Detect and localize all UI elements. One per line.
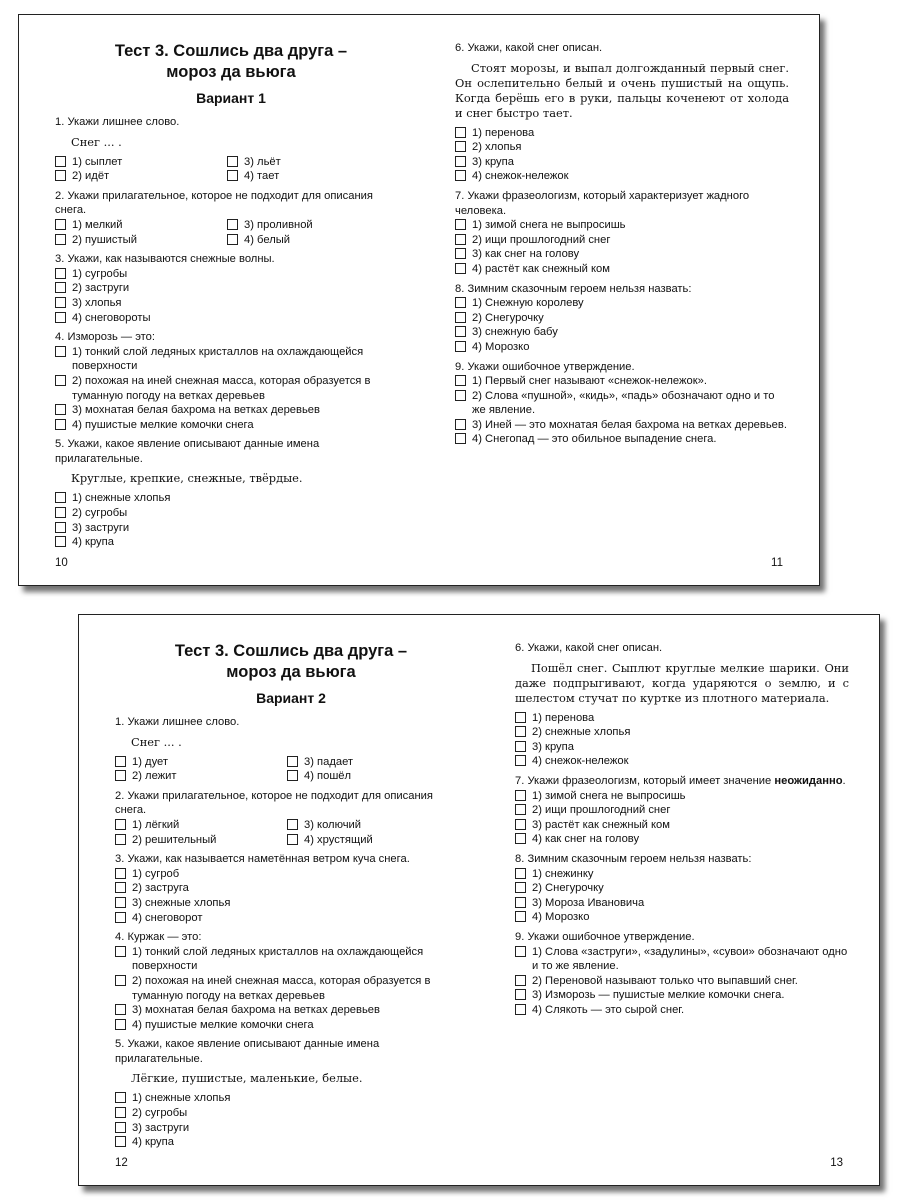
answer-option-label: 3) мохнатая белая бахрома на ветках деревьев [72,404,320,417]
test-title [115,641,467,683]
answer-checkbox[interactable] [55,419,66,430]
right-page [455,41,789,452]
answer-option-label: 1) снежинку [532,867,594,880]
answer-option[interactable] [515,832,849,847]
question-text: 5. Укажи, какое явление описывают данные имена прилагательные. [115,1038,380,1065]
answer-checkbox[interactable] [515,989,526,1000]
answer-checkbox[interactable] [455,263,466,274]
question-9 [515,930,849,1018]
answer-checkbox[interactable] [55,297,66,308]
answer-option[interactable] [55,218,223,233]
answer-options [515,945,849,1018]
answer-option[interactable] [55,491,407,506]
answer-checkbox[interactable] [115,819,126,830]
answer-option[interactable] [515,754,849,769]
answer-checkbox[interactable] [287,756,298,767]
question-8 [515,852,849,925]
question-3 [55,252,407,325]
title-line-1: Тест 3. Сошлись два друга – [114,42,348,60]
answer-options [55,345,407,433]
answer-option[interactable] [115,945,467,974]
answer-option-label: 2) ищи прошлогодний снег [532,804,671,817]
answer-option[interactable] [515,1003,849,1018]
answer-option-label: 4) растёт как снежный ком [472,262,610,275]
answer-options [455,374,789,447]
answer-option-label: 4) пушистые мелкие комочки снега [132,1018,314,1031]
answer-option-label: 3) мохнатая белая бахрома на ветках деревьев [132,1004,380,1017]
answer-options [55,491,407,549]
answer-option-label: 4) как снег на голову [532,833,640,846]
right-page [515,641,849,1022]
answer-checkbox[interactable] [515,975,526,986]
answer-options [55,267,407,325]
answer-checkbox[interactable] [455,341,466,352]
answer-option-label: 4) Морозко [472,340,530,353]
question-text: 8. Зимним сказочным героем нельзя назвать: [455,282,692,295]
answer-option[interactable] [115,881,467,896]
page-number-left: 10 [55,557,68,569]
answer-option-label: 1) мелкий [72,218,123,231]
question-7 [515,774,849,847]
answer-option[interactable] [515,974,849,989]
answer-option[interactable] [55,296,407,311]
answer-option[interactable] [515,867,849,882]
answer-option-label: 1) зимой снега не выпросишь [532,789,686,802]
answer-option[interactable] [455,140,789,155]
question-text: 4. Изморозь — это: [55,331,155,344]
answer-option-label: 3) снежную бабу [472,326,558,339]
answer-option[interactable] [515,945,849,974]
answer-option-label: 4) Слякоть — это сырой снег. [532,1003,685,1016]
answer-option[interactable] [55,535,407,550]
question-4 [115,930,467,1032]
answer-checkbox[interactable] [115,756,126,767]
title-line-1: Тест 3. Сошлись два друга – [174,642,408,660]
question-quote: Лёгкие, пушистые, маленькие, белые. [131,1071,363,1086]
answer-option[interactable] [515,789,849,804]
answer-option-label: 3) крупа [472,155,514,168]
answer-option[interactable] [455,155,789,170]
answer-option[interactable] [115,1003,467,1018]
answer-option-label: 3) заструги [72,521,130,534]
answer-option-label: 1) зимой снега не выпросишь [472,219,626,232]
answer-checkbox[interactable] [515,868,526,879]
question-text: 3. Укажи, как называются снежные волны. [55,253,275,266]
answer-option[interactable] [55,403,407,418]
answer-option[interactable] [115,1091,467,1106]
answer-option[interactable] [115,1121,467,1136]
question-text: 2. Укажи прилагательное, которое не подходит для описания снега. [115,789,433,817]
answer-checkbox[interactable] [55,170,66,181]
question-text: 5. Укажи, какое явление описывают данные имена прилагательные. [55,438,320,465]
question-1 [55,115,407,184]
answer-checkbox[interactable] [115,834,126,845]
answer-checkbox[interactable] [515,1004,526,1015]
answer-checkbox[interactable] [455,170,466,181]
question-text: 1. Укажи лишнее слово. [55,116,180,128]
answer-option-label: 3) растёт как снежный ком [532,818,670,831]
answer-checkbox[interactable] [115,897,126,908]
answer-option[interactable] [287,769,455,784]
answer-option[interactable] [227,169,395,184]
answer-option[interactable] [287,755,455,770]
answer-option[interactable] [115,974,467,1003]
answer-option-label: 1) Первый снег называют «снежок-нележок». [472,375,707,388]
answer-option[interactable] [515,818,849,833]
answer-options [515,867,849,925]
answer-checkbox[interactable] [455,312,466,323]
answer-option[interactable] [455,340,789,355]
answer-checkbox[interactable] [55,234,66,245]
answer-checkbox[interactable] [55,268,66,279]
answer-checkbox[interactable] [515,804,526,815]
answer-option[interactable] [455,418,789,433]
answer-options [115,818,467,847]
question-9 [455,360,789,448]
answer-option-label: 3) хлопья [72,296,122,309]
page-number-left: 12 [115,1157,128,1169]
answer-option-label: 2) заструги [72,282,130,295]
answer-options [115,755,467,784]
answer-option-label: 4) крупа [72,536,114,549]
answer-option-label: 3) заструги [132,1121,190,1134]
answer-option-label: 3) Иней — это мохнатая белая бахрома на ветках деревьев. [472,418,787,431]
answer-option[interactable] [115,867,467,882]
answer-option-label: 1) перенова [472,126,535,139]
answer-checkbox[interactable] [115,1092,126,1103]
answer-option[interactable] [55,169,223,184]
answer-option-label: 2) Снегурочку [472,311,544,324]
answer-option[interactable] [515,988,849,1003]
answer-options [515,711,849,769]
answer-checkbox[interactable] [115,868,126,879]
answer-option-label: 2) сугробы [72,507,128,520]
answer-option-label: 4) белый [244,233,291,246]
answer-option-label: 2) пушистый [72,233,137,246]
answer-option[interactable] [115,1106,467,1121]
answer-option[interactable] [115,1135,467,1150]
answer-checkbox[interactable] [515,712,526,723]
answer-option-label: 1) снежные хлопья [72,492,171,505]
answer-option-label: 3) крупа [532,740,574,753]
answer-option-label: 3) колючий [304,818,362,831]
answer-option[interactable] [515,910,849,925]
answer-checkbox[interactable] [227,234,238,245]
question-text: 1. Укажи лишнее слово. [115,716,240,728]
question-quote: Стоят морозы, и выпал долгожданный первый снег. Он ослепительно белый и очень пушистый на ощупь. Когда берёшь его в руки, пальцы коченеют от холода и снег быстро тает. [455,60,789,120]
answer-option[interactable] [115,896,467,911]
answer-option-label: 4) Морозко [532,911,590,924]
question-text: 6. Укажи, какой снег описан. [515,642,663,654]
answer-option-label: 1) сыплет [72,155,123,168]
answer-option-label: 4) тает [244,170,280,183]
answer-checkbox[interactable] [455,248,466,259]
answer-option-label: 4) снежок-нележок [532,755,629,768]
answer-checkbox[interactable] [115,1019,126,1030]
question-text: 3. Укажи, как называется наметённая ветром куча снега. [115,853,410,866]
answer-option-label: 1) Снежную королеву [472,297,584,310]
answer-option[interactable] [115,1018,467,1033]
answer-option[interactable] [455,218,789,233]
answer-option[interactable] [55,418,407,433]
answer-option-label: 1) сугробы [72,267,128,280]
answer-checkbox[interactable] [455,297,466,308]
answer-checkbox[interactable] [55,536,66,547]
question-text: 9. Укажи ошибочное утверждение. [455,360,635,373]
answer-checkbox[interactable] [515,790,526,801]
answer-option-label: 3) льёт [244,155,281,168]
question-text: 6. Укажи, какой снег описан. [455,42,603,54]
answer-checkbox[interactable] [55,156,66,167]
answer-checkbox[interactable] [227,156,238,167]
title-line-2: мороз да вьюга [166,63,296,81]
answer-option-label: 2) идёт [72,170,110,183]
question-2 [115,789,467,847]
question-text: 4. Куржак — это: [115,931,202,944]
answer-checkbox[interactable] [455,141,466,152]
question-text: 2. Укажи прилагательное, которое не подходит для описания снега. [55,189,373,217]
variant-heading: Вариант 2 [256,690,326,706]
answer-checkbox[interactable] [115,770,126,781]
answer-option[interactable] [55,281,407,296]
answer-option[interactable] [115,755,283,770]
answer-checkbox[interactable] [515,833,526,844]
answer-checkbox[interactable] [55,346,66,357]
answer-option-label: 4) снеговорот [132,911,203,924]
question-6 [515,641,849,769]
question-5 [55,437,407,550]
variant-heading: Вариант 1 [196,90,266,106]
answer-option[interactable] [55,267,407,282]
question-4 [55,330,407,432]
question-quote: Круглые, крепкие, снежные, твёрдые. [71,471,303,486]
left-page [115,641,467,1155]
question-text-main: 7. Укажи фразеологизм, который имеет значение [515,774,775,787]
answer-option[interactable] [455,296,789,311]
question-6 [455,41,789,184]
answer-option-label: 4) Снегопад — это обильное выпадение снега. [472,433,717,446]
answer-option[interactable] [115,818,283,833]
answer-checkbox[interactable] [455,375,466,386]
answer-checkbox[interactable] [55,375,66,386]
answer-option[interactable] [227,233,395,248]
answer-checkbox[interactable] [55,312,66,323]
answer-option[interactable] [287,833,455,848]
question-3 [115,852,467,925]
answer-option-label: 2) заструга [132,882,189,895]
question-quote: Пошёл снег. Сыплют круглые мелкие шарики. Они даже подпрыгивают, когда ударяются о землю, и с шелестом стучат по куртке из плотного материала. [515,660,849,705]
answer-option[interactable] [455,374,789,389]
answer-option[interactable] [55,374,407,403]
answer-options [55,155,407,184]
answer-options [115,945,467,1033]
answer-option-label: 2) снежные хлопья [532,726,631,739]
answer-option-label: 2) ищи прошлогодний снег [472,233,611,246]
answer-checkbox[interactable] [55,219,66,230]
answer-checkbox[interactable] [55,507,66,518]
answer-option[interactable] [55,155,223,170]
answer-checkbox[interactable] [455,419,466,430]
answer-option-label: 4) пошёл [304,770,352,783]
question-2 [55,189,407,247]
answer-option[interactable] [227,218,395,233]
answer-checkbox[interactable] [515,911,526,922]
question-text-end: . [842,774,846,787]
workbook-spread-variant-2 [78,614,880,1186]
answer-checkbox[interactable] [115,975,126,986]
answer-option[interactable] [455,126,789,141]
answer-option[interactable] [515,725,849,740]
answer-option[interactable] [455,432,789,447]
answer-checkbox[interactable] [515,741,526,752]
answer-option[interactable] [227,155,395,170]
question-1 [115,715,467,784]
answer-option[interactable] [455,389,789,418]
answer-option-label: 3) падает [304,755,354,768]
answer-option-label: 2) Слова «пушной», «кидь», «падь» обозначают одно и то же явление. [472,389,775,417]
answer-checkbox[interactable] [55,404,66,415]
answer-checkbox[interactable] [115,882,126,893]
answer-option-label: 2) лежит [132,770,177,783]
answer-checkbox[interactable] [515,726,526,737]
answer-option-label: 4) крупа [132,1136,174,1149]
answer-option-label: 1) тонкий слой ледяных кристаллов на охлаждающейся поверхности [72,345,364,373]
answer-option-label: 2) похожая на иней снежная масса, которая образуется в туманную погоду на ветках деревьев [72,374,371,402]
question-text-main: 7. Укажи фразеологизм, который характеризует жадного человека. [455,189,750,217]
question-7 [455,189,789,277]
answer-option-label: 4) снеговороты [72,311,151,324]
answer-checkbox[interactable] [287,770,298,781]
question-text-emphasis: неожиданно [774,774,843,787]
answer-option-label: 1) лёгкий [132,818,180,831]
answer-option[interactable] [55,521,407,536]
answer-option[interactable] [115,911,467,926]
answer-checkbox[interactable] [287,834,298,845]
question-text [515,774,849,789]
answer-checkbox[interactable] [115,1122,126,1133]
answer-checkbox[interactable] [287,819,298,830]
answer-option-label: 1) перенова [532,711,595,724]
question-text: 9. Укажи ошибочное утверждение. [515,930,695,943]
page-number-right: 13 [830,1157,843,1169]
answer-option-label: 4) пушистые мелкие комочки снега [72,418,254,431]
title-line-2: мороз да вьюга [226,663,356,681]
answer-option[interactable] [455,233,789,248]
answer-option[interactable] [515,803,849,818]
answer-option[interactable] [455,247,789,262]
answer-option-label: 2) Снегурочку [532,882,604,895]
answer-option-label: 2) хлопья [472,141,522,154]
answer-option-label: 3) проливной [244,218,313,231]
answer-option[interactable] [287,818,455,833]
answer-option-label: 2) сугробы [132,1107,188,1120]
question-quote: Снег ... . [131,734,182,749]
answer-option[interactable] [515,881,849,896]
answer-option[interactable] [115,833,283,848]
answer-option[interactable] [455,325,789,340]
workbook-spread-variant-1 [18,14,820,586]
test-title [55,41,407,83]
answer-option[interactable] [55,506,407,521]
answer-checkbox[interactable] [515,897,526,908]
answer-checkbox[interactable] [115,1107,126,1118]
answer-option[interactable] [515,896,849,911]
answer-option[interactable] [55,233,223,248]
answer-checkbox[interactable] [55,522,66,533]
left-page [55,41,407,555]
answer-option[interactable] [515,711,849,726]
question-text [455,189,789,218]
answer-option-label: 3) как снег на голову [472,248,580,261]
answer-option-label: 3) Изморозь — пушистые мелкие комочки снега. [532,989,785,1002]
answer-option[interactable] [115,769,283,784]
answer-checkbox[interactable] [455,127,466,138]
answer-checkbox[interactable] [115,1136,126,1147]
answer-checkbox[interactable] [455,390,466,401]
answer-option[interactable] [455,169,789,184]
page-number-right: 11 [771,557,783,569]
answer-option-label: 1) тонкий слой ледяных кристаллов на охлаждающейся поверхности [132,945,424,973]
answer-checkbox[interactable] [55,282,66,293]
answer-options [455,218,789,276]
answer-checkbox[interactable] [227,219,238,230]
answer-option-label: 4) хрустящий [304,833,373,846]
answer-option-label: 1) Слова «заструги», «задулины», «сувои» обозначают одно и то же явление. [532,945,848,973]
answer-option-label: 1) дует [132,755,169,768]
answer-option-label: 1) снежные хлопья [132,1092,231,1105]
answer-option-label: 4) снежок-нележок [472,170,569,183]
answer-option-label: 3) Мороза Ивановича [532,896,645,909]
answer-option[interactable] [55,345,407,374]
answer-option[interactable] [455,262,789,277]
question-8 [455,282,789,355]
answer-options [115,867,467,925]
answer-option-label: 1) сугроб [132,867,180,880]
answer-option[interactable] [55,311,407,326]
answer-options [455,126,789,184]
question-quote: Снег ... . [71,134,122,149]
answer-checkbox[interactable] [115,1004,126,1015]
answer-options [455,296,789,354]
answer-option-label: 2) похожая на иней снежная масса, которая образуется в туманную погоду на ветках деревьев [132,974,431,1002]
question-5 [115,1037,467,1150]
answer-option-label: 2) Переновой называют только что выпавший снег. [532,974,798,987]
answer-checkbox[interactable] [455,156,466,167]
answer-checkbox[interactable] [227,170,238,181]
answer-checkbox[interactable] [115,946,126,957]
answer-option[interactable] [515,740,849,755]
answer-checkbox[interactable] [455,326,466,337]
answer-checkbox[interactable] [55,492,66,503]
answer-checkbox[interactable] [115,912,126,923]
answer-checkbox[interactable] [515,755,526,766]
answer-checkbox[interactable] [515,819,526,830]
answer-options [55,218,407,247]
answer-checkbox[interactable] [515,946,526,957]
answer-options [115,1091,467,1149]
answer-checkbox[interactable] [455,234,466,245]
answer-option-label: 2) решительный [132,833,217,846]
answer-checkbox[interactable] [455,219,466,230]
answer-option-label: 3) снежные хлопья [132,896,231,909]
answer-checkbox[interactable] [455,433,466,444]
question-text: 8. Зимним сказочным героем нельзя назвать: [515,852,752,865]
answer-checkbox[interactable] [515,882,526,893]
answer-options [515,789,849,847]
answer-option[interactable] [455,311,789,326]
